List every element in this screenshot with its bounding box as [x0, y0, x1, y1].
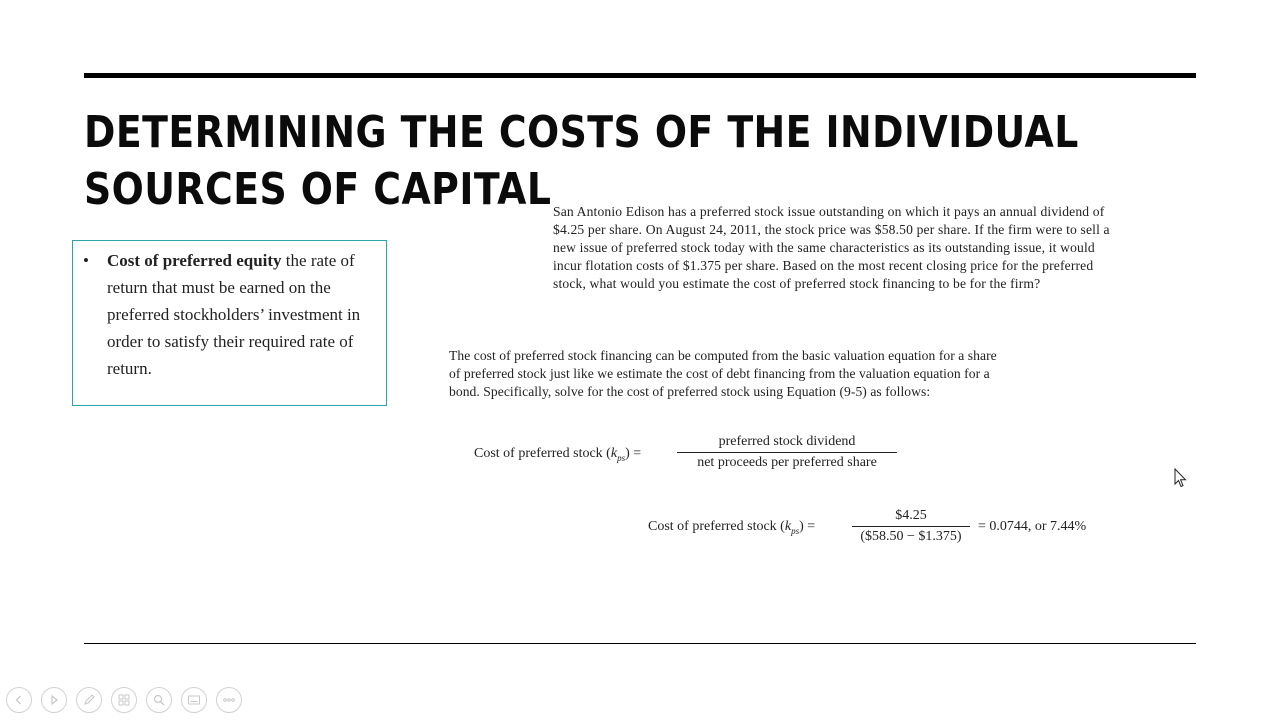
bullet-dot-icon: • [83, 251, 89, 270]
slide-title-line-1: DETERMINING THE COSTS OF THE INDIVIDUAL [84, 107, 1079, 158]
next-button[interactable] [41, 687, 67, 713]
previous-button[interactable] [6, 687, 32, 713]
previous-icon [12, 693, 26, 707]
bottom-rule [84, 643, 1196, 644]
equation-worked-lhs: Cost of preferred stock $(k_{ps})$ = [648, 519, 816, 536]
definition-term: Cost of preferred equity [107, 251, 282, 270]
zoom-button[interactable] [146, 687, 172, 713]
top-rule [84, 73, 1196, 78]
definition-box [72, 240, 387, 406]
slideshow-toolbar [6, 687, 242, 713]
equation-worked-result: = 0.0744, or 7.44% [978, 519, 1087, 534]
more-button[interactable] [216, 687, 242, 713]
subtitles-button[interactable] [181, 687, 207, 713]
equation-worked-fraction [852, 508, 970, 545]
pen-icon [82, 693, 96, 707]
mouse-cursor-icon [1174, 468, 1188, 493]
pen-button[interactable] [76, 687, 102, 713]
problem-text: San Antonio Edison has a preferred stock issue outstanding on which it pays an annual dividend of $4.25 per share. On August 24, 2011, the stock price was $58.50 per share. If the firm were to sell a new issue of preferred stock today with the same characteristics as its outstanding issue, it would incur flotation costs of $1.375 per share. Based on the most recent closing price for the preferred stock, what would you estimate the cost of preferred stock financing to be for the firm? [553, 204, 1110, 291]
slides-button[interactable] [111, 687, 137, 713]
more-icon [222, 693, 236, 707]
equation-worked-numerator: $4.25 [895, 508, 927, 523]
slide-title-line-2: SOURCES OF CAPITAL [84, 164, 552, 215]
equation-worked [648, 508, 1108, 552]
next-icon [47, 693, 61, 707]
slide-title [84, 104, 1079, 218]
equation-general-fraction [677, 434, 897, 471]
slides-icon [117, 693, 131, 707]
definition-bullet [83, 247, 379, 382]
equation-general [474, 434, 914, 478]
equation-general-numerator: preferred stock dividend [718, 434, 856, 449]
zoom-icon [152, 693, 166, 707]
definition-text: the rate of return that must be earned on the preferred stockholders’ investment in order to satisfy their required rate of return. [107, 251, 361, 378]
equation-worked-denominator: ($58.50 − $1.375) [860, 529, 962, 544]
equation-general-lhs: Cost of preferred stock $(k_{ps})$ = [474, 446, 642, 463]
equation-general-denominator: net proceeds per preferred share [697, 455, 877, 470]
subtitles-icon [187, 693, 201, 707]
solution-text: The cost of preferred stock financing can be computed from the basic valuation equation for a share of preferred stock just like we estimate the cost of debt financing from the valuation equation for a bond. Specifically, solve for the cost of preferred stock using Equation (9-5) as follows: [449, 348, 997, 399]
